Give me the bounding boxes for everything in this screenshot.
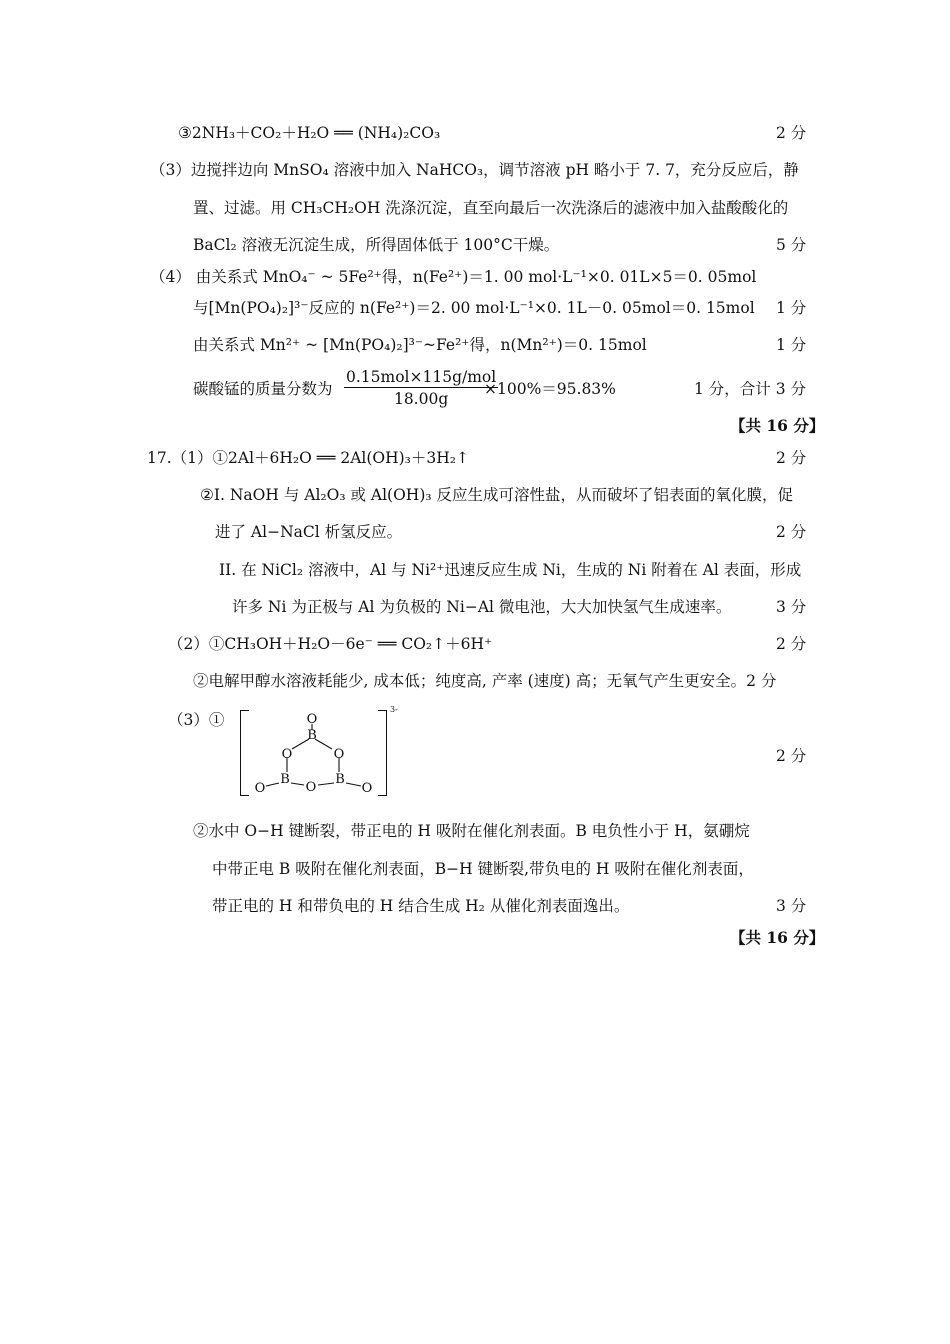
score: 2 分 (776, 449, 807, 467)
atom-o: O (333, 747, 345, 762)
score: 2 分 (776, 747, 807, 765)
total-score: 【共 16 分】 (730, 928, 825, 947)
line-q3-b: 置、过滤。用 CH₃CH₂OH 洗涤沉淀，直至向最后一次洗涤后的滤液中加入盐酸酸化的 (193, 199, 789, 217)
atom-b: B (307, 728, 317, 743)
line-q17-1: 17.（1）①2Al＋6H₂O ══ 2Al(OH)₃＋3H₂↑ (147, 449, 469, 467)
score: 2 分 (776, 523, 807, 541)
fraction-numerator: 0.15mol×115g/mol (346, 368, 497, 386)
score: 3 分 (776, 897, 807, 915)
atom-o: O (281, 747, 293, 762)
line-q4-b: 与[Mn(PO₄)₂]³⁻反应的 n(Fe²⁺)＝2. 00 mol·L⁻¹×0. 1L－0. 05mol＝0. 15mol (193, 299, 755, 317)
atom-o: O (305, 780, 317, 795)
atom-b: B (335, 772, 345, 787)
line-q17-2d: 许多 Ni 为正极与 Al 为负极的 Ni−Al 微电池，大大加快氢气生成速率。 (232, 598, 732, 616)
score: 3 分 (776, 598, 807, 616)
bond (266, 783, 279, 786)
line-q17-2c: II. 在 NiCl₂ 溶液中，Al 与 Ni²⁺迅速反应生成 Ni，生成的 Ni 附着在 Al 表面，形成 (219, 561, 802, 579)
line-q17-2a: ②I. NaOH 与 Al₂O₃ 或 Al(OH)₃ 反应生成可溶性盐，从而破坏了铝表面的氧化膜，促 (200, 486, 794, 504)
line-q4-d-suffix: ×100%＝95.83% (484, 380, 616, 398)
charge-label: 3- (390, 705, 398, 714)
line-q4-c: 由关系式 Mn²⁺ ~ [Mn(PO₄)₂]³⁻~Fe²⁺得，n(Mn²⁺)＝0. 15mol (193, 336, 647, 354)
bond (315, 739, 332, 749)
score: 2 分 (776, 635, 807, 653)
line-q17-3: （2）①CH₃OH＋H₂O－6e⁻ ══ CO₂↑＋6H⁺ (168, 635, 493, 653)
score: 1 分，合计 3 分 (694, 380, 807, 398)
line-eq-nh3: ③2NH₃＋CO₂＋H₂O ══ (NH₄)₂CO₃ (178, 124, 441, 142)
line-q3-c: BaCl₂ 溶液无沉淀生成，所得固体低于 100°C干燥。 (193, 236, 560, 254)
line-q17-4: ②电解甲醇水溶液耗能少, 成本低；纯度高, 产率 (速度) 高；无氧气产生更安全。2 分 (193, 672, 777, 690)
line-q4-a: （4） 由关系式 MnO₄⁻ ~ 5Fe²⁺得，n(Fe²⁺)＝1. 00 mol·L⁻¹×0. 01L×5＝0. 05mol (150, 268, 757, 286)
bond (318, 783, 334, 785)
atom-o: O (306, 712, 318, 727)
line-q17-5: （3）① (168, 711, 225, 729)
score: 2 分 (776, 124, 807, 142)
borate-ring-structure (246, 706, 386, 796)
bond (291, 783, 304, 785)
score: 1 分 (776, 299, 807, 317)
line-q17-6c: 带正电的 H 和带负电的 H 结合生成 H₂ 从催化剂表面逸出。 (212, 897, 630, 915)
fraction-denominator: 18.00g (393, 390, 449, 408)
atom-b: B (280, 772, 290, 787)
score: 1 分 (776, 336, 807, 354)
total-score: 【共 16 分】 (730, 416, 825, 435)
atom-o: O (254, 781, 266, 796)
line-q17-6a: ②水中 O−H 键断裂，带正电的 H 吸附在催化剂表面。B 电负性小于 H，氨硼烷 (193, 822, 750, 840)
atom-o: O (361, 781, 373, 796)
bond (346, 783, 361, 786)
line-q17-2b: 进了 Al−NaCl 析氢反应。 (215, 523, 403, 541)
mass-fraction (344, 367, 498, 410)
line-q4-d-prefix: 碳酸锰的质量分数为 (193, 380, 333, 398)
line-q3-a: （3）边搅拌边向 MnSO₄ 溶液中加入 NaHCO₃，调节溶液 pH 略小于 7. 7，充分反应后，静 (150, 161, 799, 179)
line-q17-6b: 中带正电 B 吸附在催化剂表面，B−H 键断裂,带负电的 H 吸附在催化剂表面， (212, 860, 754, 878)
score: 5 分 (776, 236, 807, 254)
